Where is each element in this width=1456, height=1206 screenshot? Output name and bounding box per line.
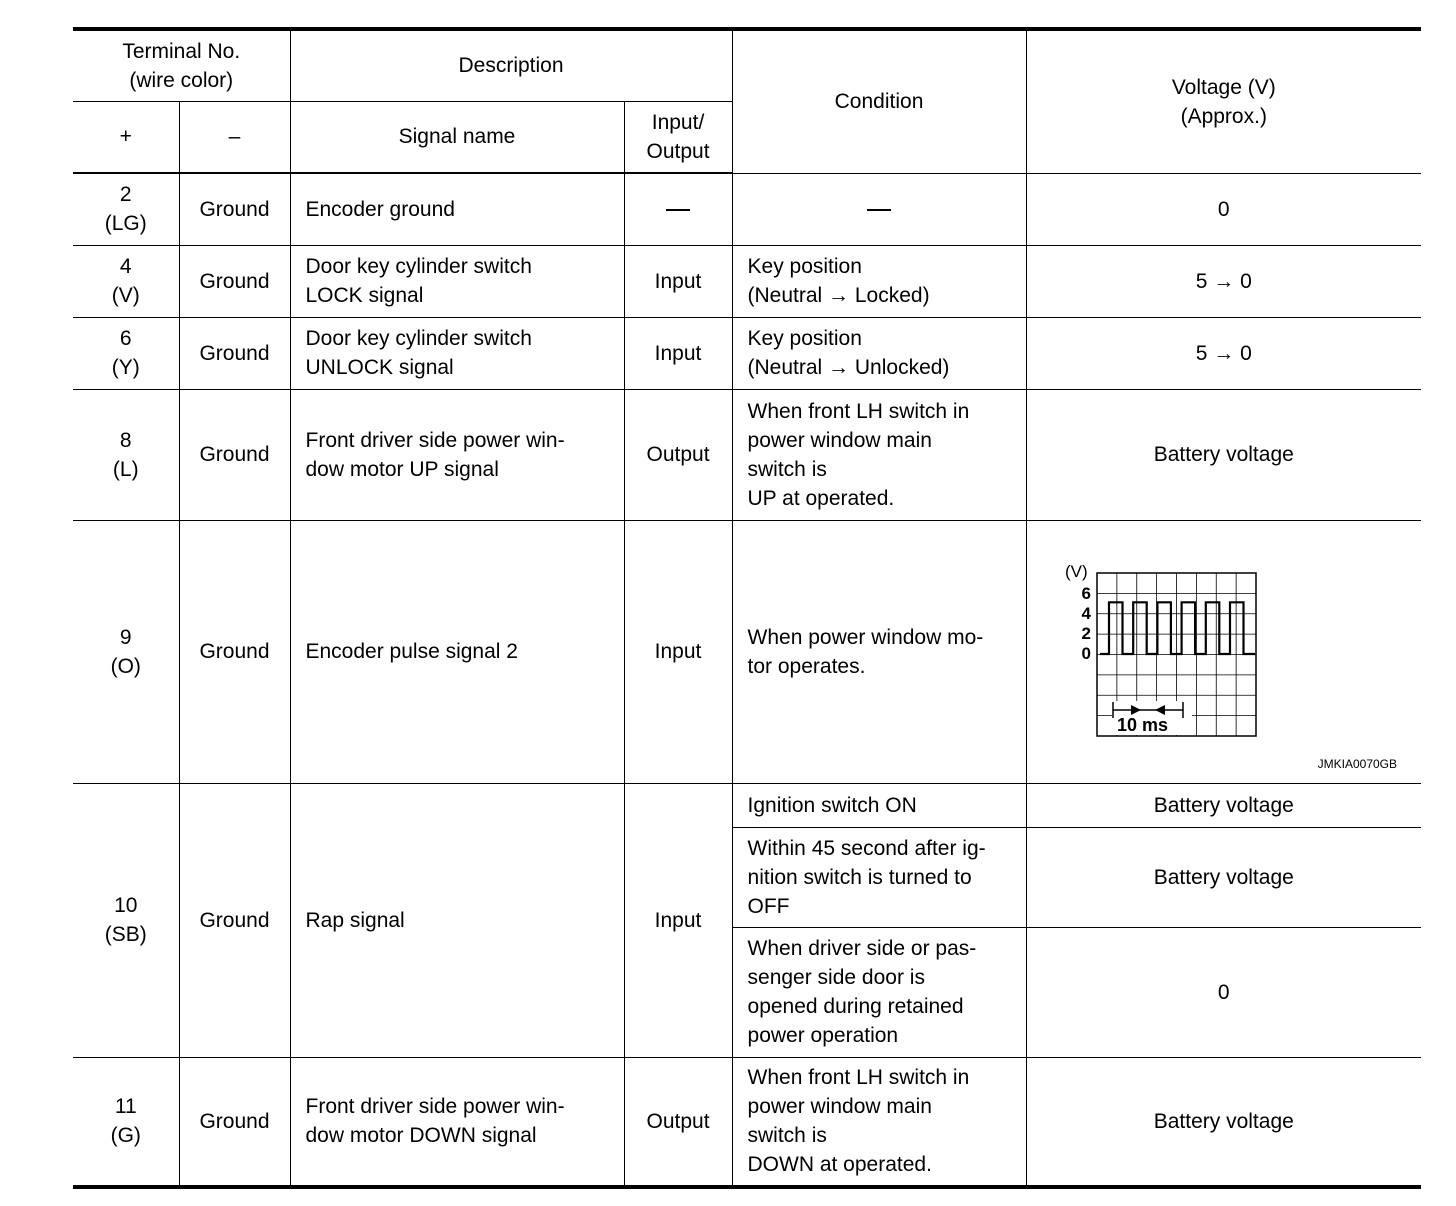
voltage-cell: Battery voltage — [1026, 827, 1421, 927]
table-row — [73, 173, 1421, 245]
table-row — [73, 520, 1421, 783]
em-dash-mark — [666, 209, 690, 211]
io-cell: Input — [624, 520, 732, 783]
signal-cell: Door key cylinder switch LOCK signal — [290, 245, 624, 317]
table-row — [73, 317, 1421, 389]
header-input-output: Input/ Output — [624, 101, 732, 173]
signal-cell: Encoder pulse signal 2 — [290, 520, 624, 783]
voltage-waveform-cell — [1026, 520, 1421, 783]
table-row — [73, 783, 1421, 827]
signal-cell: Encoder ground — [290, 173, 624, 245]
condition-cell: When front LH switch in power window main switch is DOWN at operated. — [732, 1057, 1026, 1187]
io-cell: Output — [624, 1057, 732, 1187]
ground-cell: Ground — [179, 389, 290, 520]
waveform-y-tick: 4 — [1081, 603, 1091, 623]
header-description: Description — [290, 29, 732, 101]
terminal-cell: 11 (G) — [73, 1057, 179, 1187]
waveform-oscilloscope — [1027, 521, 1422, 783]
terminal-cell: 10 (SB) — [73, 783, 179, 1057]
signal-cell: Door key cylinder switch UNLOCK signal — [290, 317, 624, 389]
condition-cell: When power window mo- tor operates. — [732, 520, 1026, 783]
io-cell — [624, 173, 732, 245]
waveform-y-tick: 2 — [1081, 623, 1091, 643]
waveform-figure — [1027, 521, 1422, 783]
waveform-unit-label: (V) — [1064, 561, 1088, 581]
terminal-cell: 2 (LG) — [73, 173, 179, 245]
table-row — [73, 1057, 1421, 1187]
condition-cell — [732, 173, 1026, 245]
ground-cell: Ground — [179, 1057, 290, 1187]
signal-cell: Front driver side power win- dow motor DOWN signal — [290, 1057, 624, 1187]
header-minus: – — [179, 101, 290, 173]
condition-cell: Key position (Neutral → Unlocked) — [732, 317, 1026, 389]
signal-cell: Rap signal — [290, 783, 624, 1057]
waveform-y-tick: 6 — [1081, 583, 1091, 603]
waveform-time-label: 10 ms — [1116, 714, 1168, 735]
table-row — [73, 389, 1421, 520]
io-cell: Input — [624, 317, 732, 389]
io-cell: Output — [624, 389, 732, 520]
voltage-cell: 0 — [1026, 173, 1421, 245]
voltage-cell: Battery voltage — [1026, 389, 1421, 520]
ground-cell: Ground — [179, 783, 290, 1057]
signal-cell: Front driver side power win- dow motor UP signal — [290, 389, 624, 520]
header-signal-name: Signal name — [290, 101, 624, 173]
voltage-cell: 5 → 0 — [1026, 317, 1421, 389]
terminal-cell: 4 (V) — [73, 245, 179, 317]
header-condition: Condition — [732, 29, 1026, 173]
waveform-pulse-trace — [1100, 602, 1255, 654]
header-plus: + — [73, 101, 179, 173]
terminal-cell: 6 (Y) — [73, 317, 179, 389]
voltage-cell: 5 → 0 — [1026, 245, 1421, 317]
condition-cell: Key position (Neutral → Locked) — [732, 245, 1026, 317]
terminal-spec-table — [73, 27, 1421, 1189]
voltage-cell: 0 — [1026, 927, 1421, 1057]
header-terminal: Terminal No. (wire color) — [73, 29, 290, 101]
condition-cell: When driver side or pas- senger side door is opened during retained power operation — [732, 927, 1026, 1057]
ground-cell: Ground — [179, 245, 290, 317]
voltage-cell: Battery voltage — [1026, 783, 1421, 827]
ground-cell: Ground — [179, 173, 290, 245]
figure-id: JMKIA0070GB — [1317, 756, 1398, 771]
voltage-cell: Battery voltage — [1026, 1057, 1421, 1187]
condition-cell: Within 45 second after ig- nition switch is turned to OFF — [732, 827, 1026, 927]
terminal-cell: 8 (L) — [73, 389, 179, 520]
condition-cell: When front LH switch in power window main switch is UP at operated. — [732, 389, 1026, 520]
header-voltage: Voltage (V) (Approx.) — [1026, 29, 1421, 173]
condition-cell: Ignition switch ON — [732, 783, 1026, 827]
io-cell: Input — [624, 245, 732, 317]
io-cell: Input — [624, 783, 732, 1057]
table-row — [73, 245, 1421, 317]
ground-cell: Ground — [179, 520, 290, 783]
em-dash-mark — [867, 209, 891, 211]
waveform-y-tick: 0 — [1081, 643, 1091, 663]
ground-cell: Ground — [179, 317, 290, 389]
terminal-cell: 9 (O) — [73, 520, 179, 783]
